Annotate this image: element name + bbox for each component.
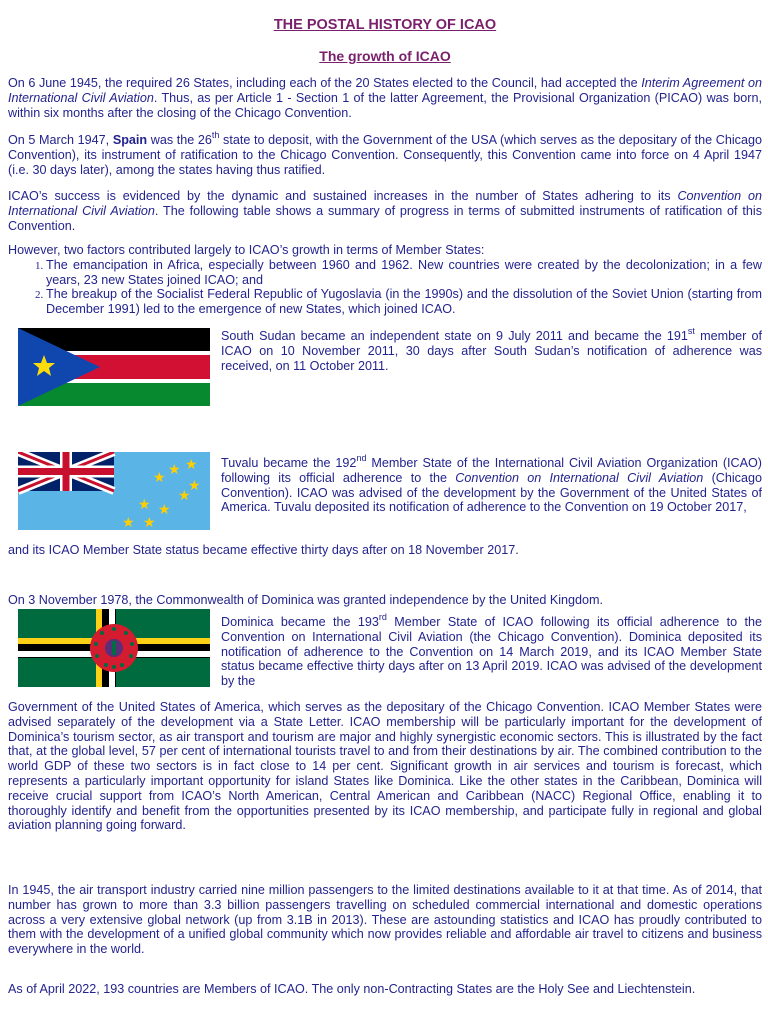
south-sudan-flag	[18, 328, 210, 406]
svg-text:★: ★	[188, 478, 201, 494]
svg-text:★: ★	[185, 457, 198, 473]
page-subtitle: The growth of ICAO	[319, 48, 451, 64]
factors-list	[8, 258, 762, 317]
paragraph-spain: On 5 March 1947, Spain was the 26th state to deposit, with the Government of the USA (which serves as the depositary of the Chicago Convention), its instrument of ratification to the Chicago Convention. Consequently, this Convention came into force on 4 April 1947 (i.e. 30 days later), among the states having thus ratified.	[8, 129, 762, 177]
paragraph-picao: On 6 June 1945, the required 26 States, including each of the 20 States elected to the Council, had accepted the Interim Agreement on International Civil Aviation. Thus, as per Article 1 - Section 1 of the latter Agreement, the Provisional Organization (PICAO) was born, within six months after the closing of the Chicago Convention.	[8, 76, 762, 120]
tuvalu-text: Tuvalu became the 192nd Member State of the International Civil Aviation Organization (ICAO) following its official adherence to the Convention on International Civil Aviation (Chicago Convention). ICAO was advised of the development by the Government of the United States of America. Tuvalu deposited its notification of adherence to the Convention on 19 October 2017,	[221, 452, 762, 515]
south-sudan-flag-image	[18, 328, 210, 406]
paragraph-growth: In 1945, the air transport industry carried nine million passengers to the limited destinations available to it at that time. As of 2014, that number has grown to more than 3.3 billion passengers travelling on scheduled commercial international and domestic operations across a very extensive global network (up from 3.1B in 2013). These are astounding statistics and ICAO has proudly contributed to them with the development of a unified global community which now provides reliable and affordable air travel to citizens and business everywhere in the world.	[8, 883, 762, 957]
svg-text:★: ★	[153, 470, 166, 486]
page-title: THE POSTAL HISTORY OF ICAO	[273, 17, 497, 33]
dominica-text-continued: Government of the United States of America, which serves as the depositary of the Chicago Convention. ICAO Member States were advised separately of the development via a State Letter. ICAO membership will be particularly important for the development of Dominica’s tourism sector, as air transport and tourism are major and highly synergistic economic sectors. This is illustrated by the fact that, at the global level, 57 per cent of international tourists travel to and from their destinations by air. The combined contribution to the world GDP of these two sectors is in fact close to 14 per cent. Significant growth in air services and tourism is forecast, which represents a particularly important opportunity for island States like Dominica. Like the other states in the Caribbean, Dominica will receive crucial support from ICAO’s North American, Central American and Caribbean (NACC) Regional Office, enabling it to thoroughly identify and benefit from the opportunities presented by its ICAO membership, and participate fully in regional and global aviation planning going forward.	[8, 700, 762, 833]
list-item: 2. The breakup of the Socialist Federal Republic of Yugoslavia (in the 1990s) and the dissolution of the Soviet Union (starting from December 1991) led to the emergence of new States, which joined ICAO.	[46, 287, 762, 317]
tuvalu-flag	[18, 452, 210, 530]
dominica-flag	[18, 609, 210, 687]
tuvalu-text-continued: and its ICAO Member State status became effective thirty days after on 18 November 2017.	[8, 543, 519, 557]
dominica-intro: On 3 November 1978, the Commonwealth of Dominica was granted independence by the United Kingdom.	[8, 593, 604, 607]
list-item: 1. The emancipation in Africa, especially between 1960 and 1962. New countries were created by the decolonization; in a few years, 23 new States joined ICAO; and	[46, 258, 762, 288]
svg-text:★: ★	[158, 502, 171, 518]
south-sudan-text: South Sudan became an independent state on 9 July 2011 and became the 191st member of ICAO on 10 November 2011, 30 days after South Sudan’s notification of adherence was received, on 11 October 2011.	[221, 325, 762, 373]
svg-text:★: ★	[138, 497, 151, 513]
dominica-flag-image	[18, 609, 210, 687]
paragraph-final: As of April 2022, 193 countries are Members of ICAO. The only non-Contracting States are the Holy See and Liechtenstein.	[8, 982, 696, 996]
paragraph-factors: However, two factors contributed largely to ICAO’s growth in terms of Member States: 1. The emancipation in Africa, especially between 1960 and 1962. New countries were created by the decolonization; in a few years, 23 new States joined ICAO; and 2. The breakup of the Socialist Federal Republic of Yugoslavia (in the 1990s) and the dissolution of the Soviet Union (starting from December 1991) led to the emergence of new States, which joined ICAO.	[8, 243, 762, 317]
dominica-text: Dominica became the 193rd Member State of ICAO following its official adherence to the Convention on International Civil Aviation (the Chicago Convention). Dominica deposited its notification of adherence to the Convention on 14 March 2019, and its ICAO Member State status became effective thirty days after on 13 April 2019. ICAO was advised of the development by the	[221, 611, 762, 689]
svg-text:★: ★	[143, 515, 156, 530]
svg-text:★: ★	[178, 488, 191, 504]
paragraph-success: ICAO’s success is evidenced by the dynamic and sustained increases in the number of States adhering to its Convention on International Civil Aviation. The following table shows a summary of progress in terms of submitted instruments of ratification of this Convention.	[8, 189, 762, 233]
svg-text:★: ★	[168, 462, 181, 478]
svg-text:★: ★	[122, 515, 135, 530]
tuvalu-flag-image	[18, 452, 210, 530]
